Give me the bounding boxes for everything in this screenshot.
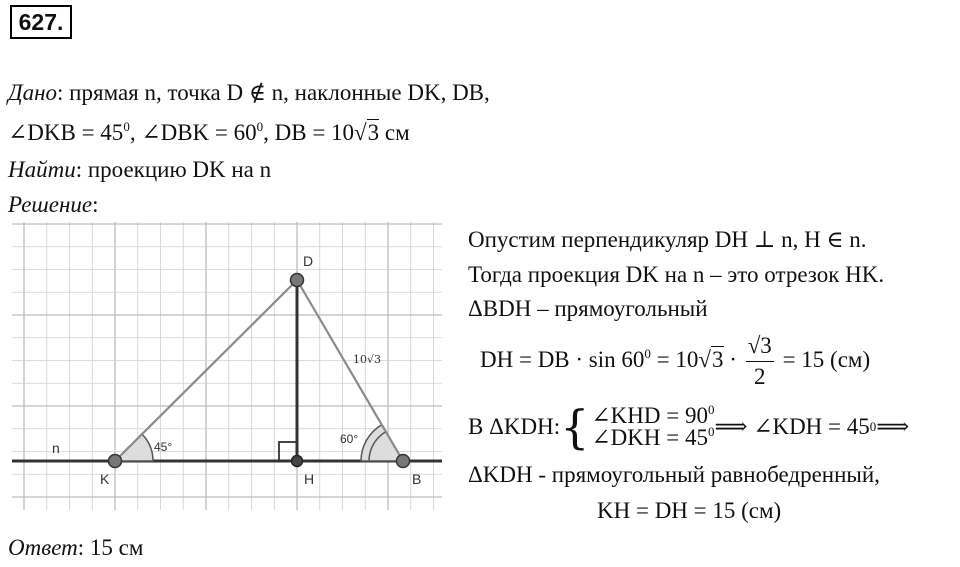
eq1-fraction: [746, 331, 774, 392]
equation-dh: DH = DB · $\sin 60^0 = 10√3$ · $\frac{√3}{2}$ = 15 (см): [480, 330, 870, 392]
system-equations: [591, 402, 715, 450]
label-angle-k: 45°: [154, 440, 173, 454]
eq1-sqrt-arg: 3: [712, 347, 724, 372]
label-b: B: [412, 471, 422, 487]
solution-line-isosceles: ΔKDH - прямоугольный равнобедренный,: [468, 462, 880, 487]
system-prefix: В ΔKDH:: [468, 414, 561, 439]
point-k: [109, 455, 122, 468]
answer-text: : 15 см: [77, 535, 144, 560]
point-b: [397, 455, 410, 468]
solution-label: Решение: [8, 192, 93, 217]
label-n: n: [52, 440, 60, 456]
system-eq-1: ∠KHD = 90: [591, 403, 708, 428]
answer-label: Ответ: [8, 535, 78, 560]
find-line: [8, 155, 271, 185]
solution-line-1: Опустим перпендикуляр DH ⊥ n, H ∈ n.: [468, 227, 867, 252]
eq1-result: = 15 (см): [776, 347, 871, 372]
answer-line: [8, 533, 143, 563]
label-angle-b: 60°: [340, 432, 359, 446]
system-brace: {: [560, 400, 590, 454]
grid: [12, 222, 442, 510]
label-k: K: [100, 471, 110, 487]
system-line: В ΔKDH: { ∠KHD = $90^0$ ∠DKH = $45^0$ ⟹ ∠KDH = 45 0 ⟹: [468, 400, 910, 454]
label-side-db: 10√3: [353, 353, 382, 366]
geometry-figure: [12, 222, 442, 510]
system-eq-1-degree: 0: [707, 402, 715, 417]
solution-line-3: ΔBDH – прямоугольный: [468, 296, 708, 321]
given-angle-dbk: , ∠DBK = 60: [129, 120, 257, 145]
system-eq-2-degree: 0: [707, 424, 715, 439]
eq1-mid: = 10: [650, 347, 699, 372]
label-d: D: [303, 253, 314, 269]
given-degree-2: 0: [256, 119, 264, 134]
problem-number: 627.: [10, 5, 72, 39]
solution-line-2: Тогда проекция DK на n – это отрезок HK.: [468, 262, 885, 287]
find-text: : проекцию DK на n: [75, 157, 272, 182]
final-equation: KH = DH = 15 (см): [597, 498, 782, 523]
solution-heading: [8, 190, 99, 220]
system-eq-2: ∠DKH = 45: [591, 425, 708, 450]
given-db-value: , DB = 10: [263, 120, 355, 145]
angle-b-mark: [361, 425, 403, 461]
given-sqrt-arg: 3: [367, 120, 380, 145]
given-label: Дано: [8, 80, 58, 105]
given-line-2: ∠DKB = $45^0$, ∠DBK = $60^0$, DB = 10√3 см: [8, 119, 410, 145]
given-angle-dkb: ∠DKB = 45: [8, 120, 124, 145]
solution-colon: :: [92, 192, 99, 217]
point-h: [292, 456, 303, 467]
eq1-left: DH = DB · sin 60: [480, 347, 645, 372]
eq1-frac-num: √3: [746, 331, 774, 362]
given-line-1: [8, 78, 490, 108]
given-text: : прямая n, точка D ∉ n, наклонные DK, DB,: [57, 80, 490, 105]
point-d: [291, 274, 304, 287]
given-degree-1: 0: [123, 119, 130, 134]
eq1-degree: 0: [644, 346, 651, 361]
given-unit: см: [379, 120, 410, 145]
system-conclusion: ⟹ ∠KDH = 45: [714, 414, 870, 439]
find-label: Найти: [8, 157, 76, 182]
system-implies: ⟹: [876, 414, 910, 439]
label-h: H: [304, 471, 315, 487]
eq1-dot: ·: [723, 347, 743, 372]
eq1-frac-den: 2: [754, 364, 766, 390]
